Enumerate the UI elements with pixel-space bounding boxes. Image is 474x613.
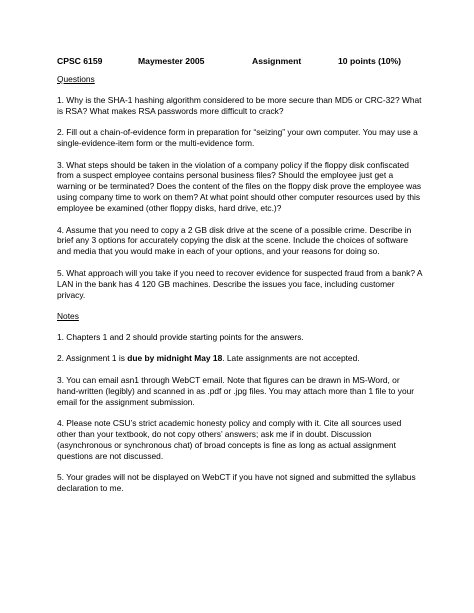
note-3: 3. You can email asn1 through WebCT email. Note that figures can be drawn in MS-Word, or hand-written (legibly) and scanned in as .pdf or .jpg files. You may attach more than 1 file to your email for the assignment submission. xyxy=(57,374,415,407)
document-content xyxy=(57,55,422,494)
note-2-suffix: . Late assignments are not accepted. xyxy=(222,353,360,364)
note-5: 5. Your grades will not be displayed on WebCT if you have not signed and submitted the syllabus declaration to me. xyxy=(57,472,416,493)
question-4: 4. Assume that you need to copy a 2 GB disk drive at the scene of a possible crime. Describe in brief any 3 options for accurately copying the disk at the scene. Include the choices of software and media that you would make in each of your options, and your reasons for doing so. xyxy=(57,224,412,257)
question-1: 1. Why is the SHA-1 hashing algorithm considered to be more secure than MD5 or CRC-32? What is RSA? What makes RSA passwords more difficult to crack? xyxy=(57,94,422,116)
note-2 xyxy=(57,353,422,364)
question-2: 2. Fill out a chain-of-evidence form in preparation for “seizing” your own computer. You may use a single-evidence-item form or the multi-evidence form. xyxy=(57,127,418,149)
notes-heading: Notes xyxy=(57,311,79,321)
note-1: 1. Chapters 1 and 2 should provide starting points for the answers. xyxy=(57,331,304,342)
points-label: 10 points (10%) xyxy=(338,56,402,66)
course-code: CPSC 6159 xyxy=(57,56,103,66)
note-2-prefix: 2. Assignment 1 is xyxy=(57,353,128,364)
note-2-deadline: due by midnight May 18 xyxy=(127,353,223,364)
question-3: 3. What steps should be taken in the violation of a company policy if the floppy disk confiscated from a suspect employee contains personal business files? Should the employee just get a warning or be terminated? Does the content of the files on the floppy disk prove the employee was using company time to work on them? At what point should other computer resources used by this employee be examined (other floppy disks, hard drive, etc.)? xyxy=(57,159,422,214)
question-5: 5. What approach will you take if you need to recover evidence for suspected fraud from a bank? A LAN in the bank has 4 120 GB machines. Describe the issues you face, including customer privacy. xyxy=(57,267,422,300)
term-label: Maymester 2005 xyxy=(138,56,205,66)
questions-heading: Questions xyxy=(57,74,95,84)
document-header xyxy=(57,55,422,69)
document-type: Assignment xyxy=(252,56,302,66)
note-4: 4. Please note CSU’s strict academic honesty policy and comply with it. Cite all sources used other than your textbook, do not copy others’ answers; ask me if in doubt. Discussion (asynchronous or synchronous chat) of broad concepts is fine as long as actual assignment questions are not discussed. xyxy=(57,417,402,461)
